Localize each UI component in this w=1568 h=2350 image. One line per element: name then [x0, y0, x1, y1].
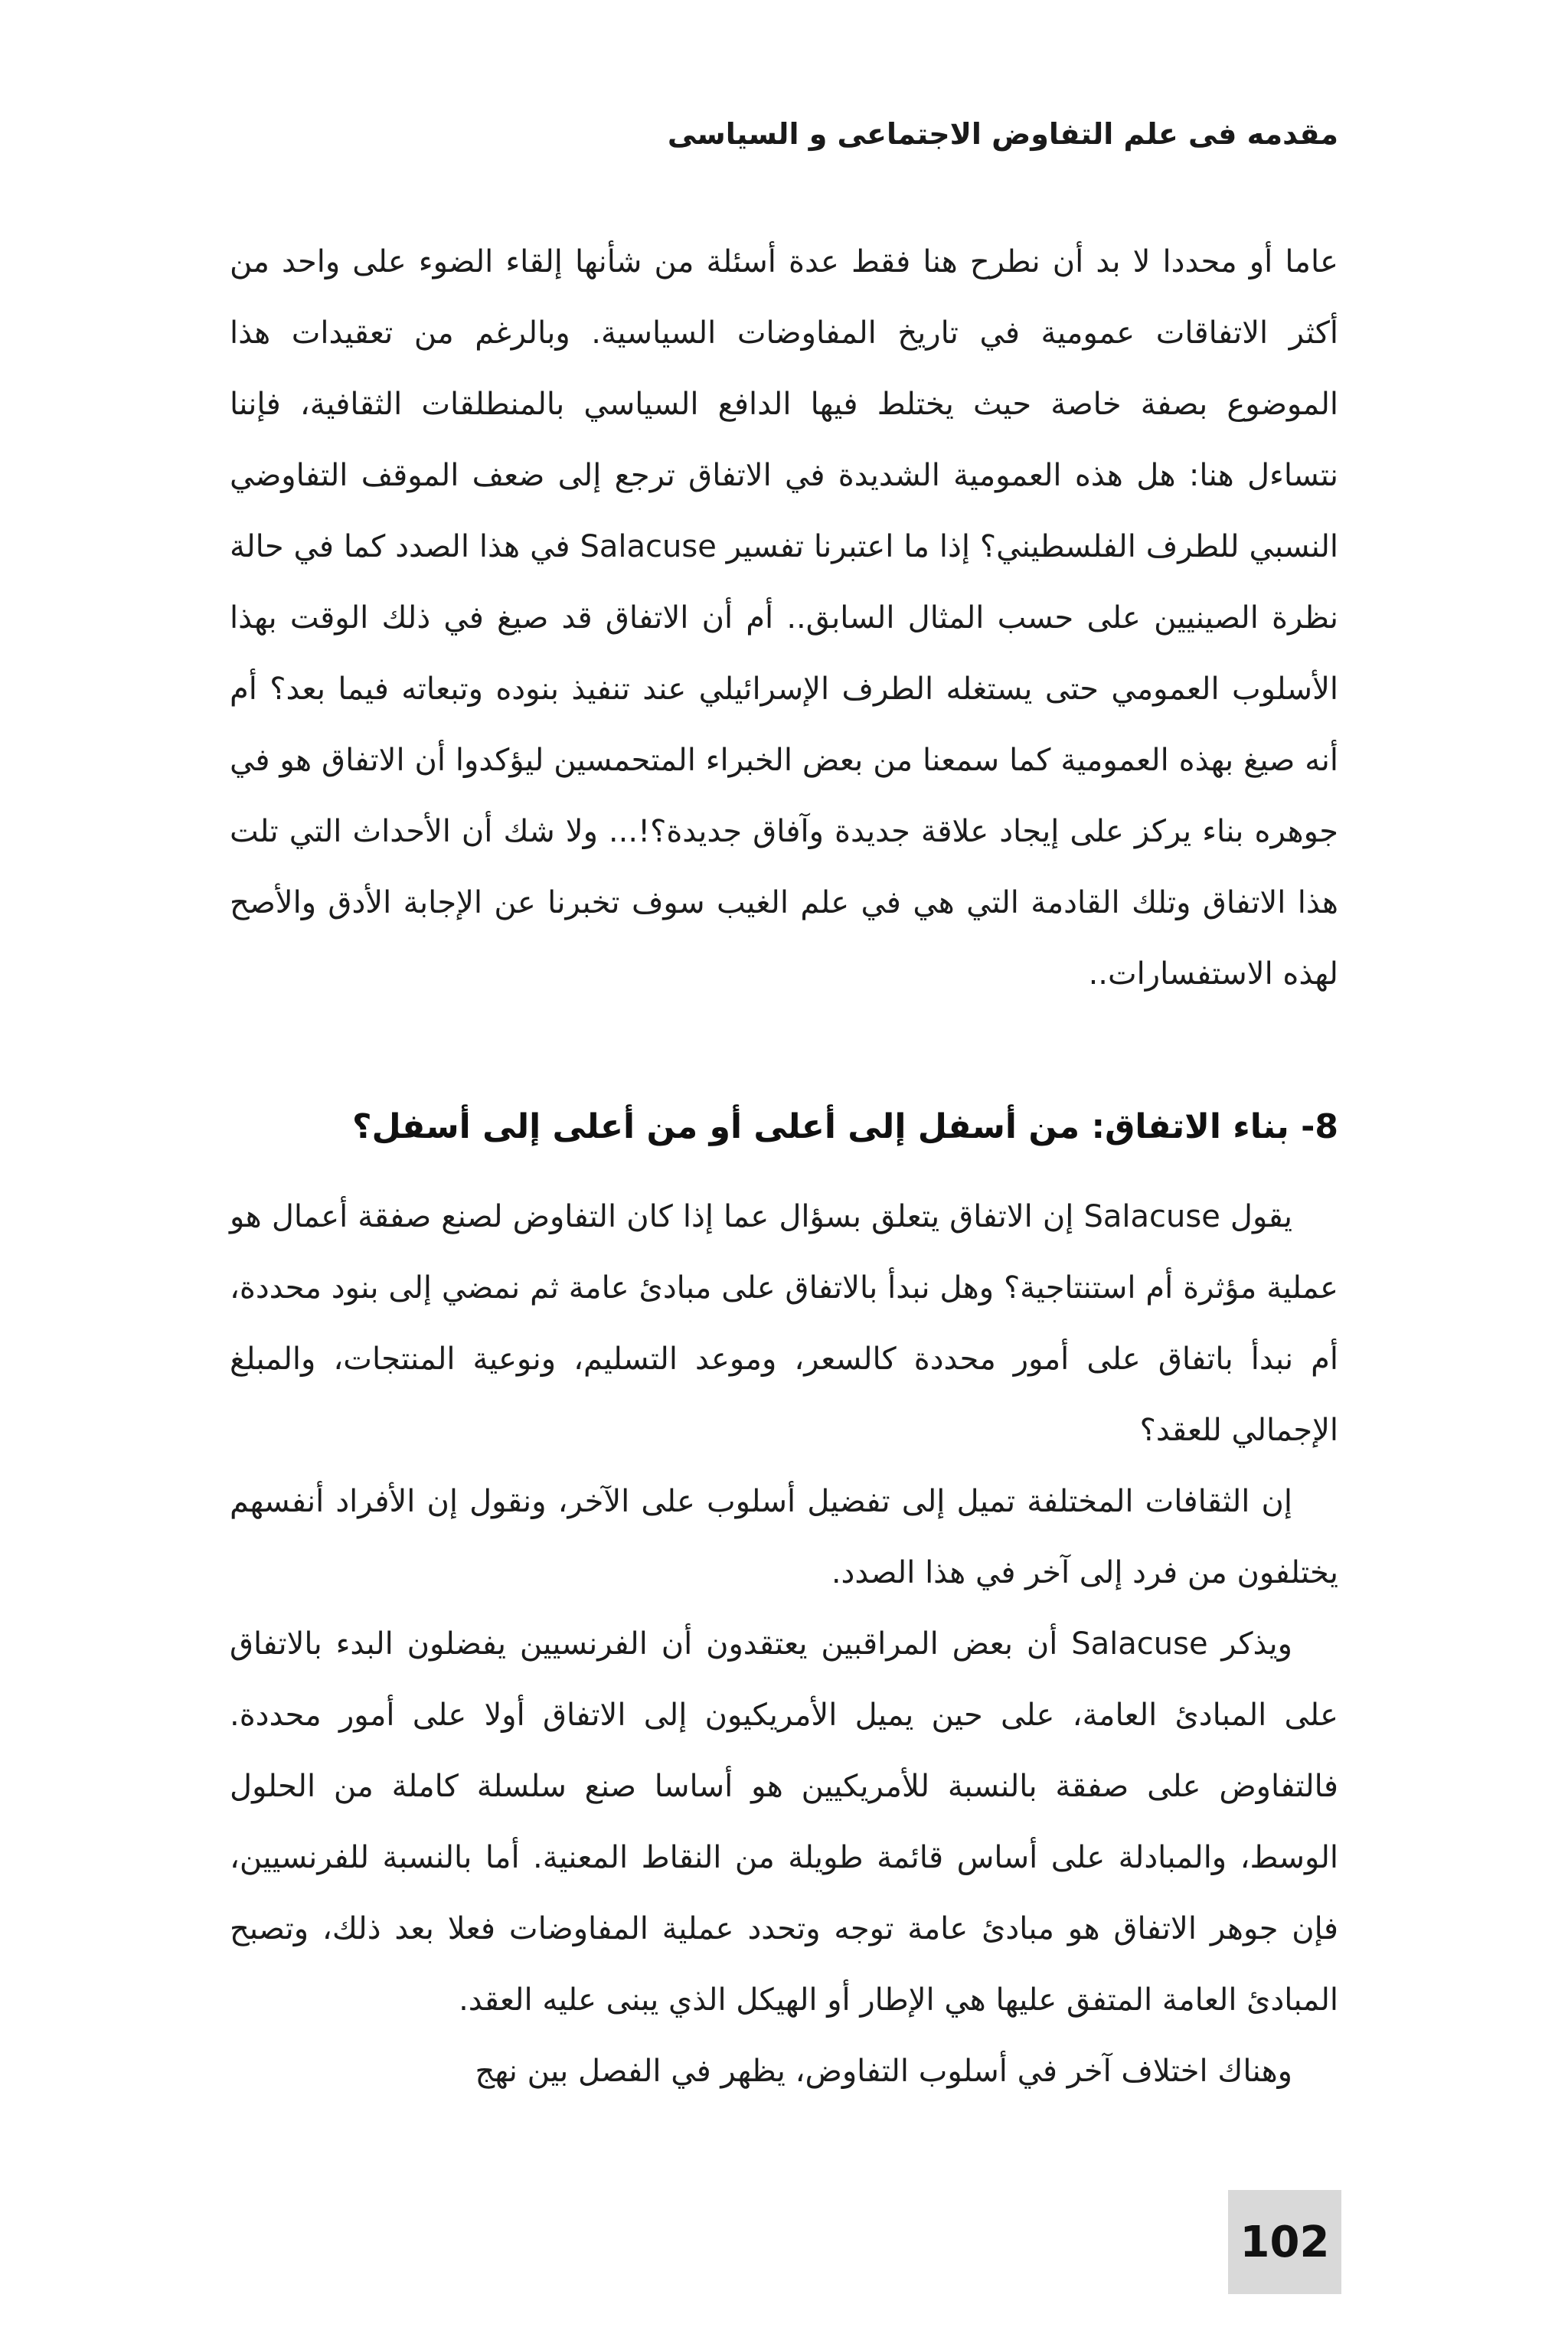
- section-heading: 8- بناء الاتفاق: من أسفل إلى أعلى أو من أعلى إلى أسفل؟: [351, 1107, 1338, 1146]
- body-text-section-8: [230, 1182, 1338, 2107]
- paragraph-salacuse-question: يقول Salacuse إن الاتفاق يتعلق بسؤال عما إذا كان التفاوض لصنع صفقة أعمال هو عملية مؤثرة أم استنتاجية؟ وهل نبدأ بالاتفاق على مبادئ عامة ثم نمضي إلى بنود محددة، أم نبدأ باتفاق على أمور محددة كالسعر، وموعد التسليم، ونوعية المنتجات، والمبلغ الإجمالي للعقد؟: [230, 1199, 1338, 1448]
- running-header-title: مقدمه فى علم التفاوض الاجتماعى و السياسى: [667, 117, 1338, 151]
- paragraph-cultures-differ: إن الثقافات المختلفة تميل إلى تفضيل أسلوب على الآخر، ونقول إن الأفراد أنفسهم يختلفون من فرد إلى آخر في هذا الصدد.: [230, 1484, 1338, 1590]
- page-number: 102: [1240, 2217, 1330, 2267]
- paragraph-closing-questions: عاما أو محددا لا بد أن نطرح هنا فقط عدة أسئلة من شأنها إلقاء الضوء على واحد من أكثر الاتفاقات عمومية في تاريخ المفاوضات السياسية. وبالرغم من تعقيدات هذا الموضوع بصفة خاصة حيث يختلط فيها الدافع السياسي بالمنطلقات الثقافية، فإننا نتساءل هنا: هل هذه العمومية الشديدة في الاتفاق ترجع إلى ضعف الموقف التفاوضي النسبي للطرف الفلسطيني؟ إذا ما اعتبرنا تفسير Salacuse في هذا الصدد كما في حالة نظرة الصينيين على حسب المثال السابق.. أم أن الاتفاق قد صيغ في ذلك الوقت بهذا الأسلوب العمومي حتى يستغله الطرف الإسرائيلي عند تنفيذ بنوده وتبعاته فيما بعد؟ أم أنه صيغ بهذه العمومية كما سمعنا من بعض الخبراء المتحمسين ليؤكدوا أن الاتفاق هو في جوهره بناء يركز على إيجاد علاقة جديدة وآفاق جديدة؟!... ولا شك أن الأحداث التي تلت هذا الاتفاق وتلك القادمة التي هي في علم الغيب سوف تخبرنا عن الإجابة الأدق والأصح لهذه الاستفسارات..: [230, 244, 1338, 992]
- paragraph-another-difference: وهناك اختلاف آخر في أسلوب التفاوض، يظهر في الفصل بين نهج: [475, 2054, 1292, 2089]
- paragraph-french-american: ويذكر Salacuse أن بعض المراقبين يعتقدون أن الفرنسيين يفضلون البدء بالاتفاق على المبادئ العامة، على حين يميل الأمريكيون إلى الاتفاق أولا على أمور محددة. فالتفاوض على صفقة بالنسبة للأمريكيين هو أساسا صنع سلسلة كاملة من الحلول الوسط، والمبادلة على أساس قائمة طويلة من النقاط المعنية. أما بالنسبة للفرنسيين، فإن جوهر الاتفاق هو مبادئ عامة توجه وتحدد عملية المفاوضات فعلا بعد ذلك، وتصبح المبادئ العامة المتفق عليها هي الإطار أو الهيكل الذي يبنى عليه العقد.: [230, 1626, 1338, 2018]
- body-text-top: [230, 227, 1338, 1010]
- page-number-box: [1228, 2190, 1341, 2294]
